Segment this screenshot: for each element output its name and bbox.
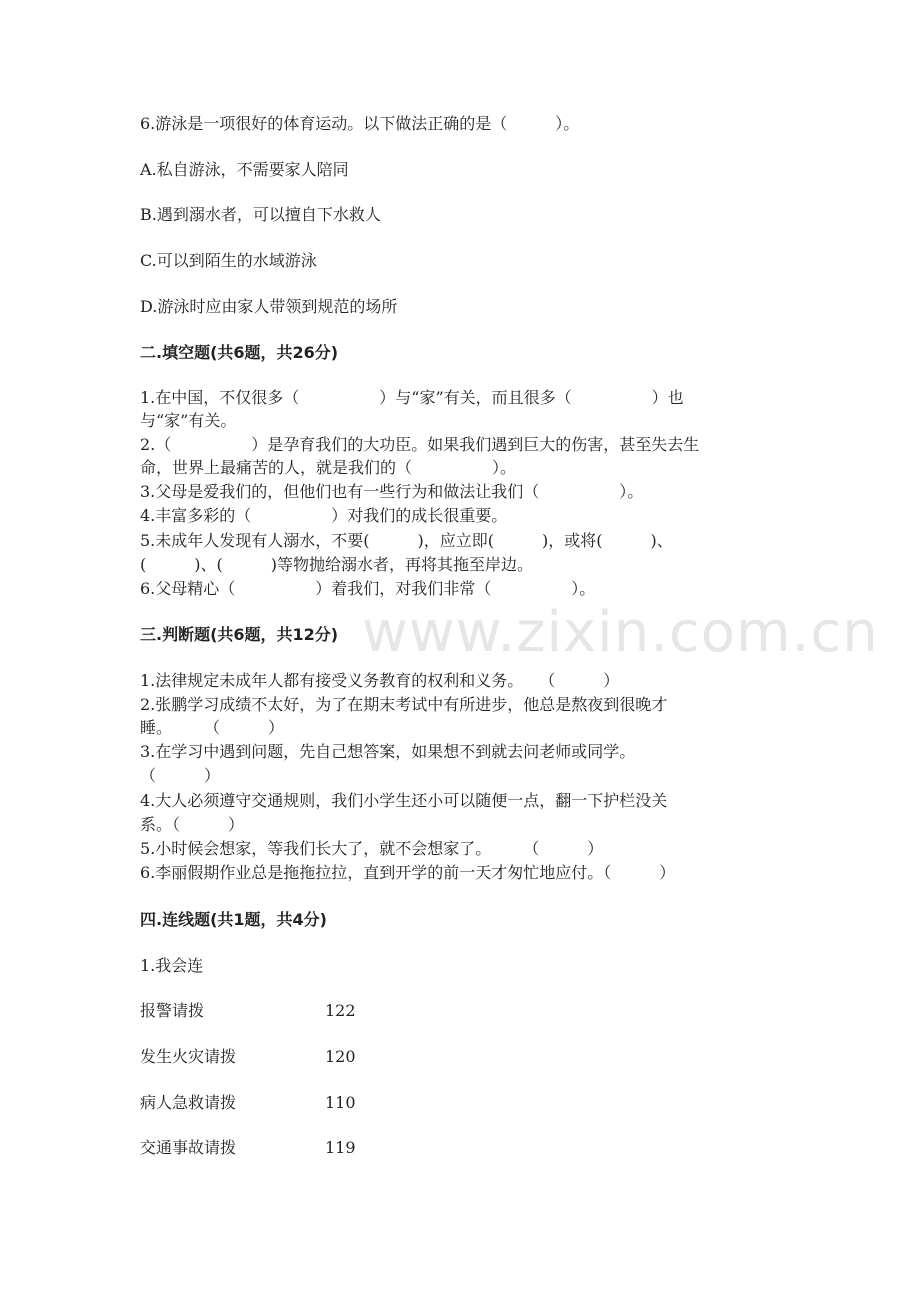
- fill-line: ( )、( )等物抛给溺水者，再将其拖至岸边。: [140, 555, 533, 574]
- judge-line: 睡。 （ ）: [140, 718, 285, 737]
- watermark-text: www.zixin.com.cn: [362, 600, 879, 665]
- fill-line: 6.父母精心（ ）着我们，对我们非常（ ）。: [140, 579, 596, 598]
- judge-line: 2.张鹏学习成绩不太好，为了在期末考试中有所进步，他总是熬夜到很晚才: [140, 695, 668, 714]
- judge-line: 6.李丽假期作业总是拖拖拉拉，直到开学的前一天才匆忙地应付。（ ）: [140, 863, 676, 882]
- match-left-item: 病人急救请拨: [140, 1093, 237, 1112]
- judge-line: （ ）: [140, 766, 221, 785]
- fill-line: 4.丰富多彩的（ ）对我们的成长很重要。: [140, 506, 508, 525]
- judge-line: 系。（ ）: [140, 815, 245, 834]
- match-left-item: 发生火灾请拨: [140, 1047, 237, 1066]
- option-d: D.游泳时应由家人带领到规范的场所: [140, 297, 398, 316]
- match-left-item: 报警请拨: [140, 1001, 205, 1020]
- judge-line: 1.法律规定未成年人都有接受义务教育的权利和义务。 （ ）: [140, 671, 620, 690]
- fill-line: 与“家”有关。: [140, 411, 237, 430]
- match-right-item: 119: [325, 1138, 356, 1157]
- option-c: C.可以到陌生的水域游泳: [140, 251, 317, 270]
- fill-line: 5.未成年人发现有人溺水，不要( )，应立即( )，或将( )、: [140, 531, 673, 550]
- fill-line: 2.（ ）是孕育我们的大功臣。如果我们遇到巨大的伤害，甚至失去生: [140, 435, 700, 454]
- fill-line: 3.父母是爱我们的，但他们也有一些行为和做法让我们（ ）。: [140, 482, 644, 501]
- judge-line: 4.大人必须遵守交通规则，我们小学生还小可以随便一点，翻一下护栏没关: [140, 791, 668, 810]
- section-4-heading: 四.连线题(共1题，共4分): [140, 910, 327, 929]
- option-b: B.遇到溺水者，可以擅自下水救人: [140, 205, 381, 224]
- judge-line: 5.小时候会想家，等我们长大了，就不会想家了。 （ ）: [140, 839, 604, 858]
- match-question: 1.我会连: [140, 956, 204, 975]
- fill-line: 1.在中国，不仅很多（ ）与“家”有关，而且很多（ ）也: [140, 388, 684, 407]
- fill-line: 命，世界上最痛苦的人，就是我们的（ ）。: [140, 458, 517, 477]
- match-left-item: 交通事故请拨: [140, 1138, 237, 1157]
- judge-line: 3.在学习中遇到问题，先自己想答案，如果想不到就去问老师或同学。: [140, 742, 636, 761]
- section-2-heading: 二.填空题(共6题，共26分): [140, 343, 339, 362]
- question-6-text: 6.游泳是一项很好的体育运动。以下做法正确的是（ ）。: [140, 114, 580, 133]
- section-3-heading: 三.判断题(共6题，共12分): [140, 625, 339, 644]
- match-right-item: 122: [325, 1001, 356, 1020]
- match-right-item: 120: [325, 1047, 356, 1066]
- option-a: A.私自游泳，不需要家人陪同: [140, 160, 349, 179]
- match-right-item: 110: [325, 1093, 356, 1112]
